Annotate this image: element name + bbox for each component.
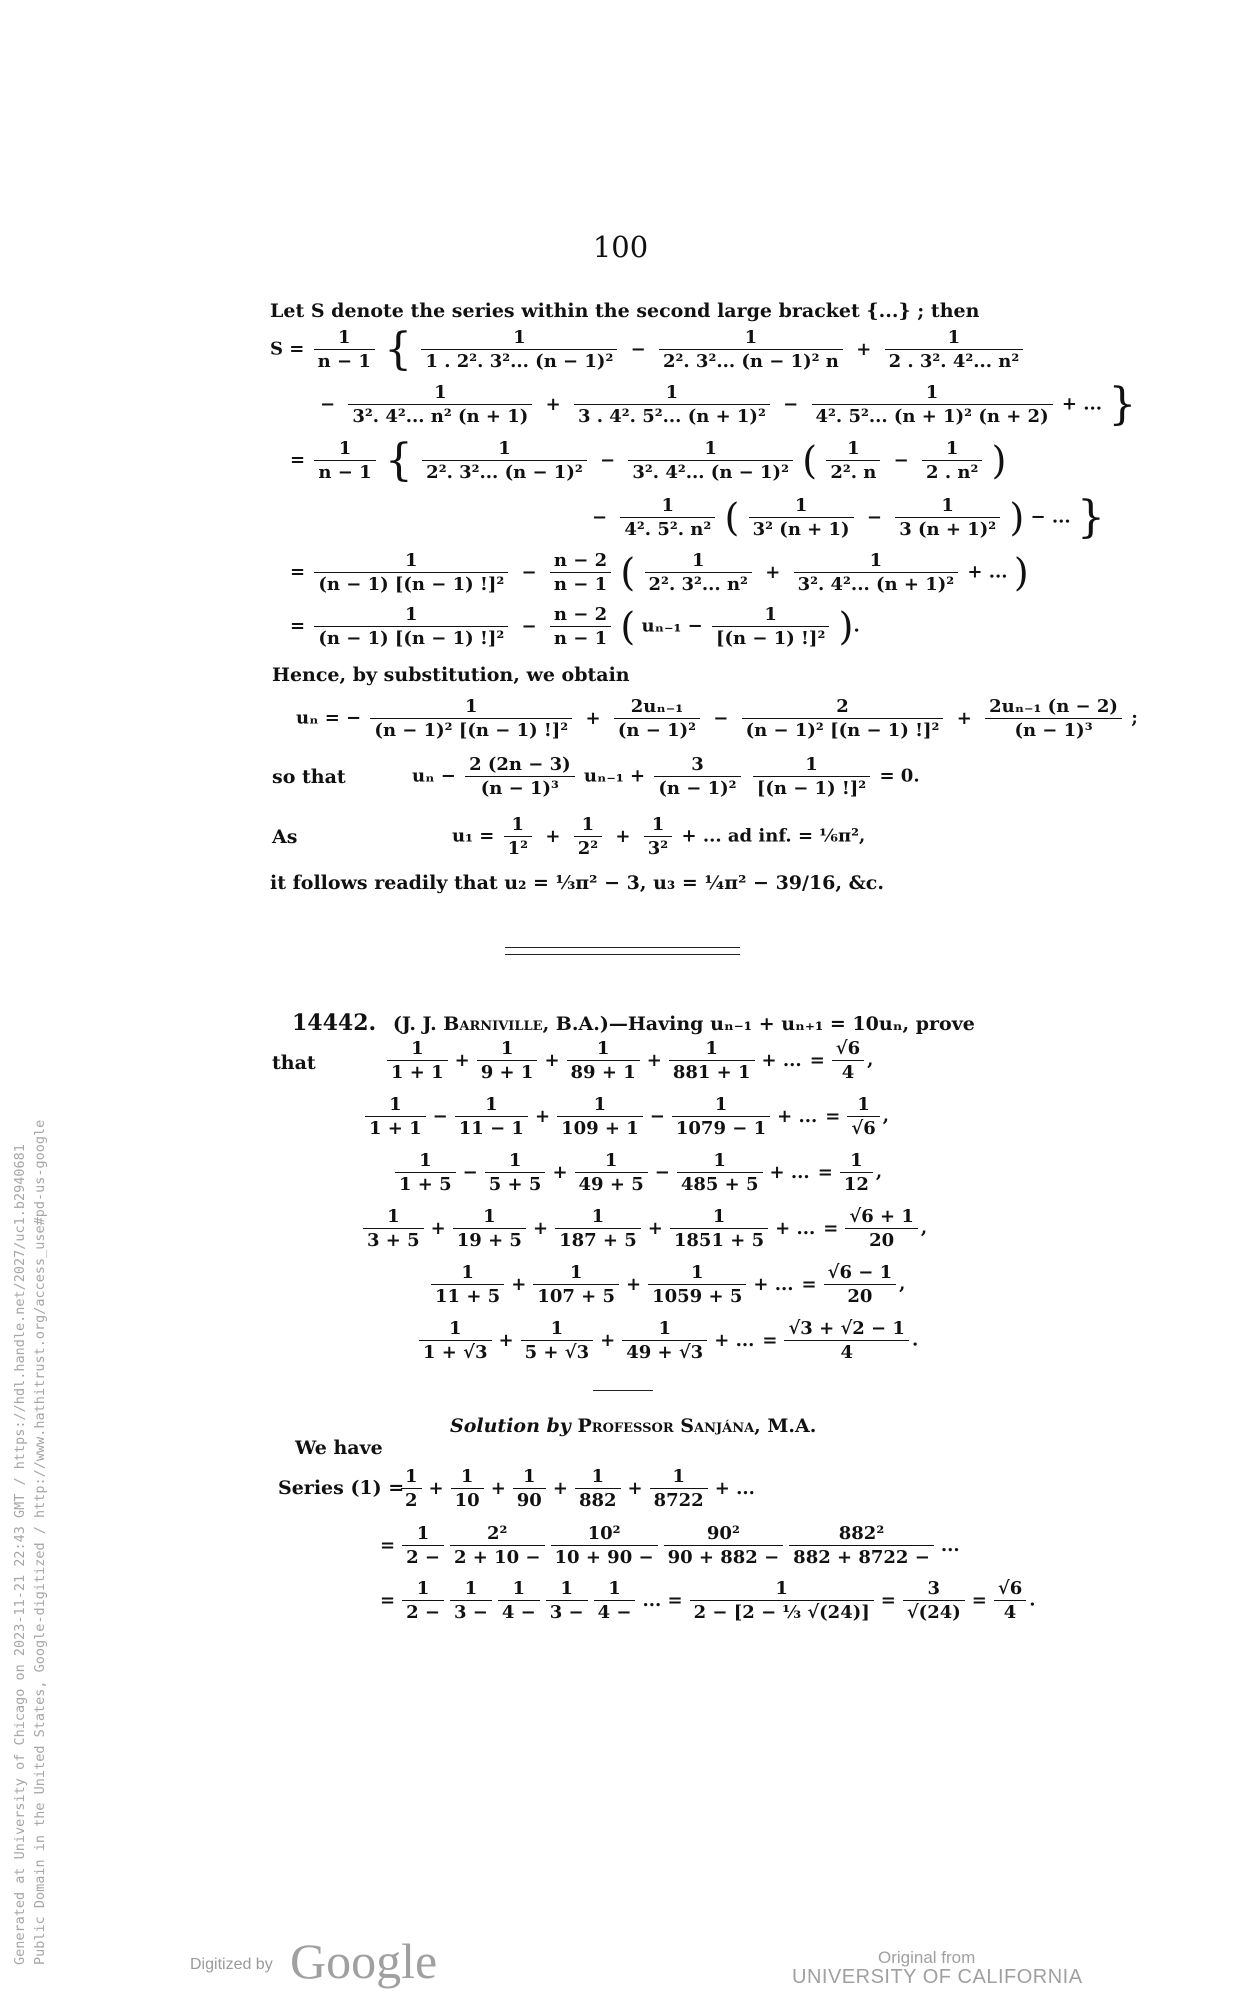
google-logo: Google [290,1933,438,1989]
fraction: $\frac{1}{3 -}$ [450,1578,492,1623]
solution-author: Professor Sanjána, M.A. [577,1415,817,1437]
fraction: $\frac{\text{882²}}{882 + 8722 -}$ [789,1523,934,1568]
equation-s-row5: = $\frac{1}{\text{(n − 1) [(n − 1) !]²}}$ − $\frac{n - 2}{n - 1}$ ( $\frac{1}{\text{2². 3²... n²}}$ + $\frac{1}{\text{3². 4²... (n + 1)²}}$ + ... ) [290,550,1029,595]
fraction: $\frac{√3 + √2 - 1}{4}$ [784,1318,908,1363]
fraction: $\frac{√6 + 1}{20}$ [845,1206,918,1251]
fraction: $\frac{1}{49 + 5}$ [575,1150,648,1195]
fraction: $\frac{1}{19 + 5}$ [453,1206,526,1251]
fraction: $\frac{1}{4 -}$ [498,1578,540,1623]
fraction: $\frac{1}{882}$ [575,1466,621,1511]
section-divider [505,947,740,955]
fraction: $\frac{1}{11 - 1}$ [455,1094,528,1139]
fraction: $\frac{1}{12}$ [840,1150,873,1195]
fraction: $\frac{1}{\text{2 − [2 − ⅓ √(24)]}}$ [690,1578,874,1623]
fraction: $\frac{1}{1059 + 5}$ [648,1262,746,1307]
fraction: $\frac{1}{107 + 5}$ [533,1262,619,1307]
fraction: $\frac{\text{90²}}{90 + 882 -}$ [664,1523,784,1568]
follows-text: it follows readily that u₂ = ⅓π² − 3, u₃ = ¼π² − 39/16, &c. [270,872,884,894]
fraction: $\frac{1}{√6}$ [847,1094,879,1139]
fraction: $\frac{1}{2 -}$ [402,1578,444,1623]
intro-text: Let S denote the series within the second large bracket {...} ; then [270,300,980,322]
fraction: $\frac{√6 - 1}{20}$ [824,1262,897,1307]
fraction: $\frac{1}{881 + 1}$ [669,1038,755,1083]
hence-text: Hence, by substitution, we obtain [272,664,630,686]
page-number: 100 [592,230,649,264]
fraction: $\frac{1}{1 + 1}$ [365,1094,426,1139]
problem-equation-row: $\frac{1}{3 + 5}$ + $\frac{1}{19 + 5}$ + $\frac{1}{187 + 5}$ + $\frac{1}{1851 + 5}$ + ... = $\frac{√6 + 1}{20}$ , [360,1206,927,1251]
fraction: $\frac{1}{1079 - 1}$ [672,1094,770,1139]
series-row2: = $\frac{1}{2 -}$ $\frac{\text{2²}}{2 + 10 -}$ $\frac{\text{10²}}{10 + 90 -}$ $\frac{\text{90²}}{90 + 882 -}$ $\frac{\text{882²}}{882 + 8722 -}$ ... [380,1523,960,1568]
problem-equation-row: $\frac{1}{1 + 5}$ − $\frac{1}{5 + 5}$ + $\frac{1}{49 + 5}$ − $\frac{1}{485 + 5}$ + ... = $\frac{1}{12}$ , [392,1150,882,1195]
fraction: $\frac{1}{3 -}$ [546,1578,588,1623]
problem-heading [292,1010,975,1036]
fraction: $\frac{√6}{4}$ [832,1038,864,1083]
fraction: $\frac{√6}{4}$ [994,1578,1026,1623]
problem-equation-row: $\frac{1}{1 + 1}$ + $\frac{1}{9 + 1}$ + $\frac{1}{89 + 1}$ + $\frac{1}{881 + 1}$ + ... = $\frac{√6}{4}$ , [384,1038,873,1083]
original-from-text: Original from [878,1948,976,1967]
equation-as: u₁ = $\frac{1}{\text{1²}}$ + $\frac{1}{\text{2²}}$ + $\frac{1}{\text{3²}}$ + ... ad inf. = ⅙π², [452,814,866,859]
equation-s-row3: = $\frac{1}{n - 1}$ { $\frac{1}{\text{2². 3²... (n − 1)²}}$ − $\frac{1}{\text{3². 4²... (n − 1)²}}$ ( $\frac{1}{\text{2². n}}$ − $\frac{1}{\text{2 . n²}}$ ) [290,434,1007,486]
short-divider [593,1390,653,1391]
fraction: $\frac{1}{109 + 1}$ [557,1094,643,1139]
fraction: $\frac{1}{1 + 1}$ [387,1038,448,1083]
problem-author: (J. J. Barniville, B.A.) [392,1013,609,1035]
university-text: UNIVERSITY OF CALIFORNIA [792,1966,1083,1988]
problem-equation-row: $\frac{1}{1 + 1}$ − $\frac{1}{11 - 1}$ + $\frac{1}{109 + 1}$ − $\frac{1}{1079 - 1}$ + ... = $\frac{1}{√6}$ , [362,1094,889,1139]
series-row1: $\frac{1}{2}$ + $\frac{1}{10}$ + $\frac{1}{90}$ + $\frac{1}{882}$ + $\frac{1}{8722}$ + ... [398,1466,759,1511]
hathitrust-margin-note: Generated at University of Chicago on 2023-11-21 22:43 GMT / https://hdl.handle.net/2027/uc1.b2940681 Public Domain in the United States, Google-digitized / http://www.hathitrust.org/access_use#pd-us-google [12,1119,48,1965]
equation-s-row4: − $\frac{1}{\text{4². 5². n²}}$ ( $\frac{1}{\text{3² (n + 1)}}$ − $\frac{1}{\text{3 (n + 1)²}}$ ) − ... } [592,491,1105,543]
equation-so-that: uₙ − $\frac{2 (2n - 3)}{\text{(n − 1)³}}$ uₙ₋₁ + $\frac{3}{\text{(n − 1)²}}$ $\frac{1}{\text{[(n − 1) !]²}}$ = 0. [412,754,920,799]
fraction: $\frac{1}{485 + 5}$ [677,1150,763,1195]
series-label: Series (1) = [278,1477,405,1499]
problem-equation-row: $\frac{1}{1 + √3}$ + $\frac{1}{5 + √3}$ + $\frac{1}{49 + √3}$ + ... = $\frac{√3 + √2 - 1}{4}$ . [416,1318,918,1363]
series-row3: = $\frac{1}{2 -}$ $\frac{1}{3 -}$ $\frac{1}{4 -}$ $\frac{1}{3 -}$ $\frac{1}{4 -}$ ... = $\frac{1}{\text{2 − [2 − ⅓ √(24)]}}$ = $\frac{3}{√(24)}$ = $\frac{√6}{4}$ . [380,1578,1036,1623]
fraction: $\frac{1}{1 + 5}$ [395,1150,456,1195]
fraction: $\frac{1}{187 + 5}$ [555,1206,641,1251]
fraction: $\frac{\text{2²}}{2 + 10 -}$ [450,1523,545,1568]
fraction: $\frac{1}{8722}$ [650,1466,708,1511]
fraction: $\frac{1}{1 + √3}$ [419,1318,492,1363]
fraction: $\frac{1}{3 + 5}$ [363,1206,424,1251]
fraction: $\frac{1}{10}$ [451,1466,484,1511]
so-that-label: so that [272,766,346,788]
fraction: $\frac{1}{2}$ [401,1466,422,1511]
s-label: S = [270,338,305,360]
fraction: $\frac{1}{90}$ [513,1466,546,1511]
fraction: $\frac{1}{4 -}$ [594,1578,636,1623]
fraction: $\frac{1}{1851 + 5}$ [670,1206,768,1251]
fraction: $\frac{\text{10²}}{10 + 90 -}$ [551,1523,658,1568]
solution-heading [450,1415,816,1437]
equation-s-row6: = $\frac{1}{\text{(n − 1) [(n − 1) !]²}}$ − $\frac{n - 2}{n - 1}$ ( uₙ₋₁ − $\frac{1}{\text{[(n − 1) !]²}}$ ). [290,604,860,649]
fraction: $\frac{1}{49 + √3}$ [622,1318,707,1363]
problem-statement: —Having uₙ₋₁ + uₙ₊₁ = 10uₙ, prove [608,1013,975,1035]
fraction: $\frac{1}{11 + 5}$ [431,1262,504,1307]
problem-number: 14442. [292,1010,377,1036]
problem-equation-row: $\frac{1}{11 + 5}$ + $\frac{1}{107 + 5}$ + $\frac{1}{1059 + 5}$ + ... = $\frac{√6 - 1}{20}$ , [428,1262,905,1307]
digitized-by-text: Digitized by [190,1956,273,1973]
that-label: that [272,1052,316,1074]
solution-prefix: Solution by [450,1415,571,1437]
as-label: As [272,826,298,848]
equation-un: uₙ = − $\frac{1}{\text{(n − 1)² [(n − 1) !]²}}$ + $\frac{\text{2uₙ₋₁}}{\text{(n − 1)²}}$ − $\frac{2}{\text{(n − 1)² [(n − 1) !]²}}$ + $\frac{\text{2uₙ₋₁ (n − 2)}}{\text{(n − 1)³}}$ ; [296,696,1138,741]
fraction: $\frac{1}{89 + 1}$ [567,1038,640,1083]
fraction: $\frac{1}{2 -}$ [402,1523,444,1568]
fraction: $\frac{1}{9 + 1}$ [477,1038,538,1083]
we-have-text: We have [295,1437,383,1459]
equation-s-row2: − $\frac{1}{\text{3². 4²... n² (n + 1)}}$ + $\frac{1}{\text{3 . 4². 5²... (n + 1)²}}$ − $\frac{1}{\text{4². 5²... (n + 1)² (n + 2)}}$ + ... } [320,378,1137,430]
equation-s-row1: S = $\frac{1}{n - 1}$ { $\frac{1}{\text{1 . 2². 3²... (n − 1)²}}$ − $\frac{1}{\text{2². 3²... (n − 1)² n}}$ + $\frac{1}{\text{2 . 3². 4²... n²}}$ [270,327,1026,372]
fraction: $\frac{1}{5 + 5}$ [485,1150,546,1195]
fraction: $\frac{3}{√(24)}$ [903,1578,965,1623]
fraction: $\frac{1}{5 + √3}$ [521,1318,594,1363]
